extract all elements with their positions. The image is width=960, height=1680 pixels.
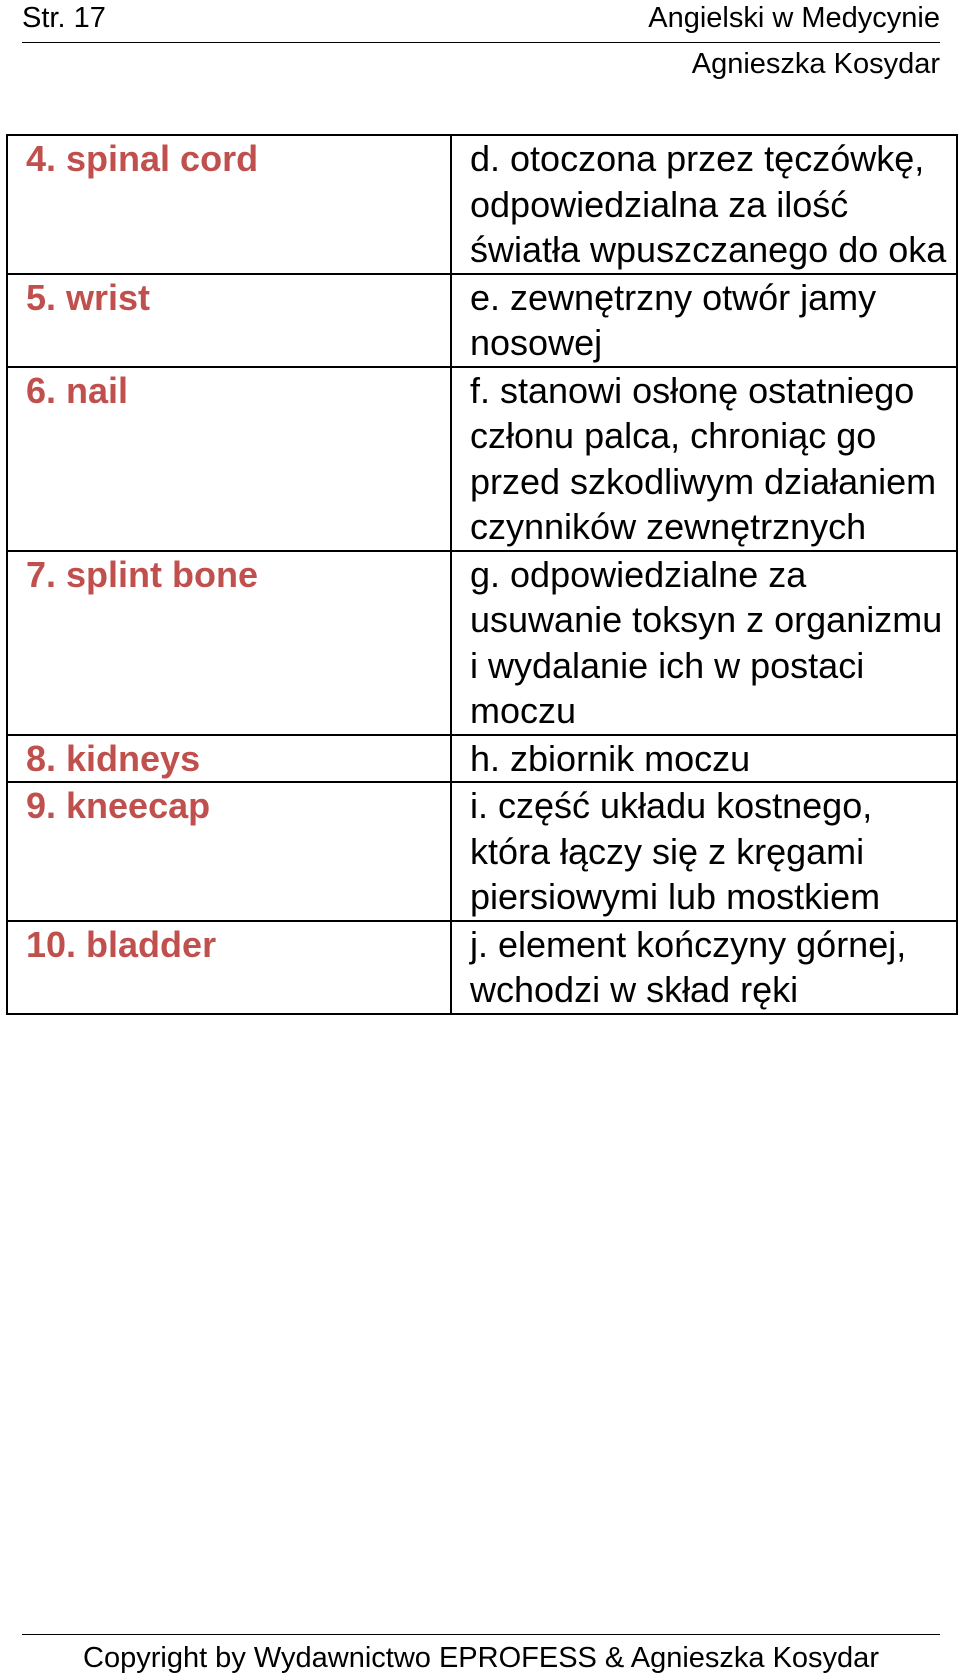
book-title: Angielski w Medycynie <box>648 2 940 34</box>
copyright-text: Copyright by Wydawnictwo EPROFESS & Agnieszka Kosydar <box>83 1642 879 1674</box>
definition-cell: j. element kończyny górnej, wchodzi w skład ręki <box>451 921 957 1014</box>
term-cell: 8. kidneys <box>7 735 451 783</box>
table-row <box>7 274 957 367</box>
table-row <box>7 735 957 783</box>
term-cell: 7. splint bone <box>7 551 451 735</box>
term-cell: 9. kneecap <box>7 782 451 921</box>
author-name: Agnieszka Kosydar <box>691 48 940 80</box>
vocabulary-table <box>6 134 958 1015</box>
table-row <box>7 551 957 735</box>
page-number: Str. 17 <box>22 2 106 34</box>
definition-cell: e. zewnętrzny otwór jamy nosowej <box>451 274 957 367</box>
page-header <box>22 0 940 43</box>
term-cell: 5. wrist <box>7 274 451 367</box>
table-row <box>7 367 957 551</box>
table-row <box>7 135 957 274</box>
definition-cell: i. część układu kostnego, która łączy się z kręgami piersiowymi lub mostkiem <box>451 782 957 921</box>
definition-cell: h. zbiornik moczu <box>451 735 957 783</box>
definition-cell: f. stanowi osłonę ostatniego członu palca, chroniąc go przed szkodliwym działaniem czynników zewnętrznych <box>451 367 957 551</box>
definition-cell: d. otoczona przez tęczówkę, odpowiedzialna za ilość światła wpuszczanego do oka <box>451 135 957 274</box>
definition-cell: g. odpowiedzialne za usuwanie toksyn z organizmu i wydalanie ich w postaci moczu <box>451 551 957 735</box>
page-footer <box>22 1634 940 1675</box>
term-cell: 4. spinal cord <box>7 135 451 274</box>
table-row <box>7 782 957 921</box>
term-cell: 10. bladder <box>7 921 451 1014</box>
term-cell: 6. nail <box>7 367 451 551</box>
table-row <box>7 921 957 1014</box>
